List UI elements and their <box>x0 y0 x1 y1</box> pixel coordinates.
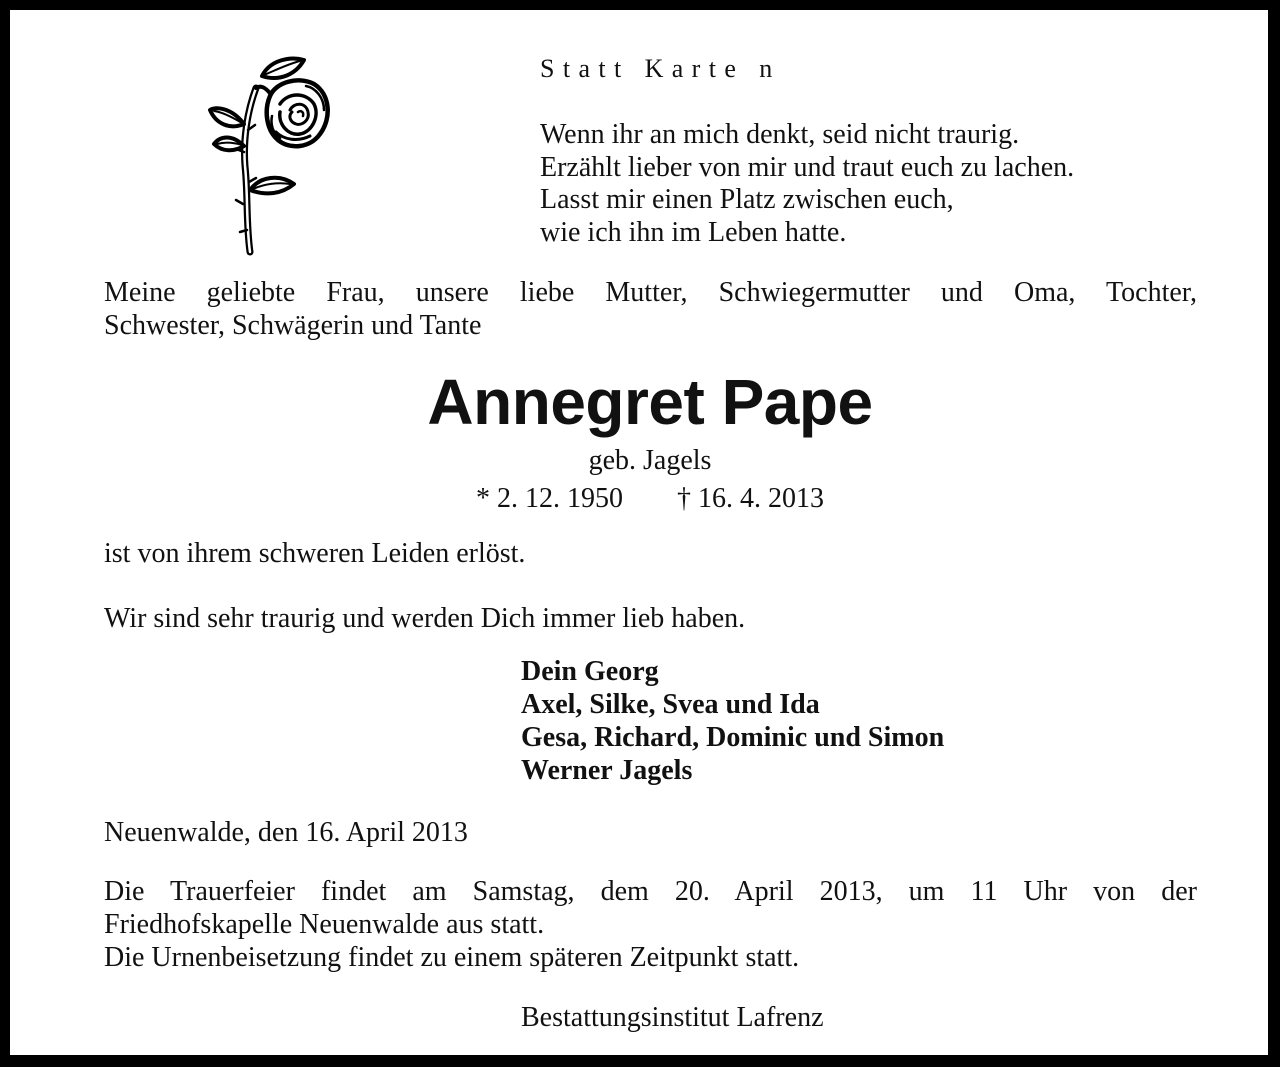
poem-line: Wenn ihr an mich denkt, seid nicht traurig. <box>540 119 1020 150</box>
sad-line: Wir sind sehr traurig und werden Dich immer lieb haben. <box>104 603 746 634</box>
mourners-list <box>521 655 944 787</box>
ceremony-line: Die Urnenbeisetzung findet zu einem späteren Zeitpunkt statt. <box>104 942 800 973</box>
ceremony-paragraph <box>104 875 1197 974</box>
intro-paragraph <box>104 276 1197 342</box>
poem <box>540 119 1074 249</box>
mourner: Werner Jagels <box>521 755 693 786</box>
poem-line: Erzählt lieber von mir und traut euch zu lachen. <box>540 151 1075 183</box>
mourner: Axel, Silke, Svea und Ida <box>521 689 820 720</box>
mourner: Gesa, Richard, Dominic und Simon <box>521 722 945 753</box>
life-dates <box>10 482 1280 516</box>
funeral-home: Bestattungsinstitut Lafrenz <box>521 1002 824 1033</box>
intro-line: Meine geliebte Frau, unsere liebe Mutter, Schwiegermutter und Oma, Tochter, <box>104 277 1197 308</box>
mourner: Dein Georg <box>521 656 659 687</box>
deceased-name: Annegret Pape <box>427 366 873 438</box>
ceremony-line: Die Trauerfeier findet am Samstag, dem 20. April 2013, um 11 Uhr von der <box>104 876 1197 907</box>
header-title: Statt Karte n <box>540 54 781 83</box>
relief-line: ist von ihrem schweren Leiden erlöst. <box>104 538 526 569</box>
birth-date: * 2. 12. 1950 <box>476 483 623 514</box>
intro-line: Schwester, Schwägerin und Tante <box>104 310 482 341</box>
poem-line: wie ich ihn im Leben hatte. <box>540 216 847 248</box>
maiden-name: geb. Jagels <box>588 445 712 476</box>
poem-line: Lasst mir einen Platz zwischen euch, <box>540 184 954 215</box>
ceremony-line: Friedhofskapelle Neuenwalde aus statt. <box>104 909 545 940</box>
death-date: † 16. 4. 2013 <box>677 483 824 514</box>
rose-icon <box>206 54 334 256</box>
place-date: Neuenwalde, den 16. April 2013 <box>104 817 468 848</box>
